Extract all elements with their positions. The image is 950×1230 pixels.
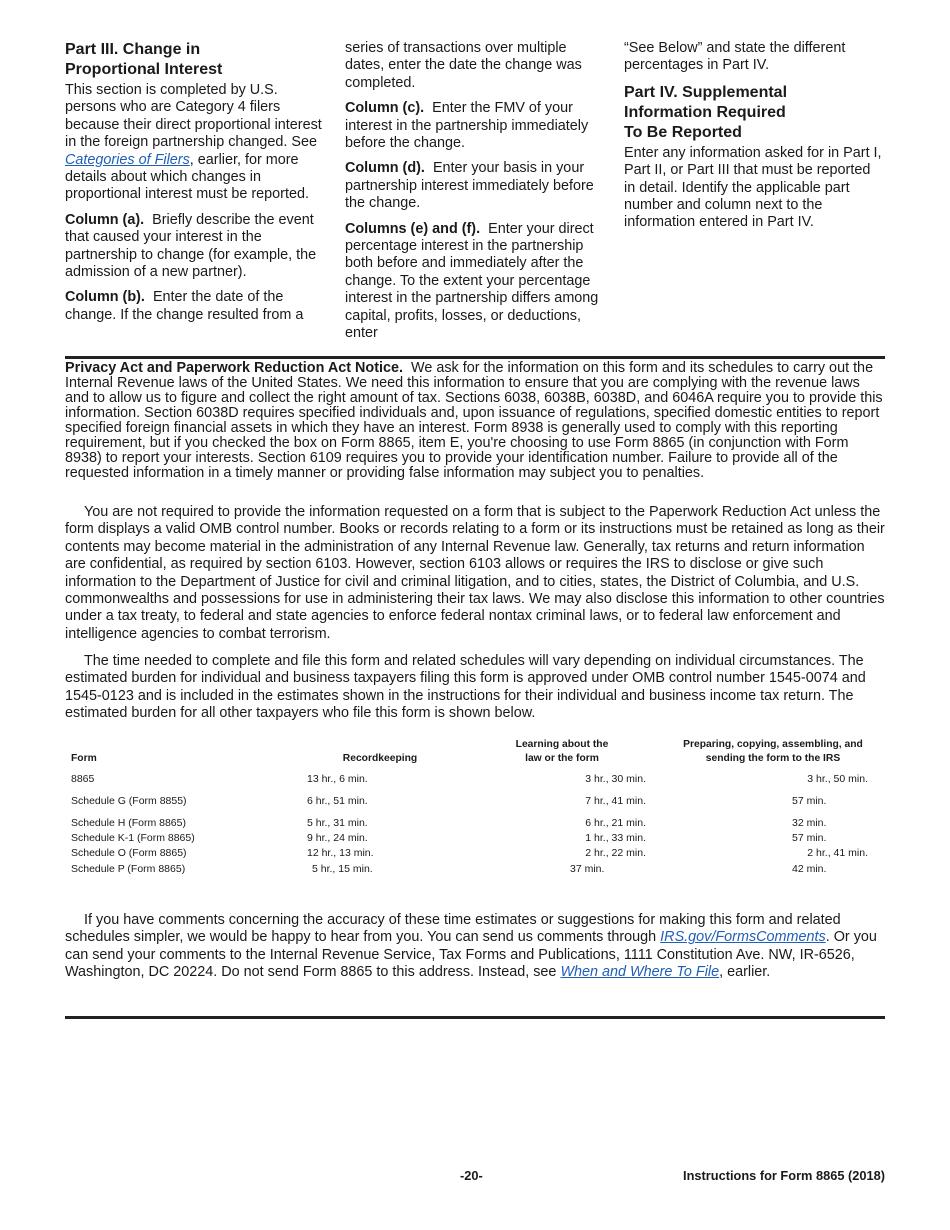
header-learning xyxy=(492,738,632,766)
part4-heading-line2: Information Required xyxy=(624,103,786,121)
part4-text: Enter any information asked for in Part I, Part II, or Part III that must be reported in detail. Identify the applicable part number and column next to the information entered in Part IV. xyxy=(624,144,882,231)
page-content xyxy=(65,40,885,350)
row-recordkeeping: 13 hr., 6 min. xyxy=(307,773,368,785)
privacy-act-notice xyxy=(65,361,885,481)
document-title: Instructions for Form 8865 (2018) xyxy=(683,1168,885,1183)
comments-paragraph xyxy=(65,912,885,982)
part3-intro-text-end: , earlier, for more details about which changes in proportional interest must be reported. xyxy=(65,151,309,203)
row-learning: 3 hr., 30 min. xyxy=(585,773,646,785)
column-b-description xyxy=(65,289,323,324)
when-where-to-file-link[interactable] xyxy=(560,964,719,980)
header-recordkeeping: Recordkeeping xyxy=(342,753,418,764)
part4-heading-line3: To Be Reported xyxy=(624,123,742,141)
omb-paragraph: You are not required to provide the information requested on a form that is subject to the Paperwork Reduction Act unless the form displays a valid OMB control number. Books or records relating to a form or its instructions must be retained as long as their contents may become material in the administration of any Internal Revenue law. Generally, tax returns and return information are confidential, as required by section 6103. However, section 6103 allows or requires the IRS to disclose or give such information to the Department of Justice for civil and criminal litigation, and to cities, states, the District of Columbia, and U.S. commonwealths and possessions for use in administering their tax laws. We may also disclose this information to other countries under a tax treaty, to federal and state agencies to enforce federal nontax criminal laws, or to federal law enforcement and intelligence agencies to combat terrorism. xyxy=(65,504,885,642)
row-preparing: 3 hr., 50 min. xyxy=(807,773,868,785)
page-number: -20- xyxy=(460,1168,483,1183)
irs-link-part2[interactable]: FormsComments xyxy=(715,929,826,946)
irs-link-part1[interactable]: IRS.gov/ xyxy=(660,929,716,946)
header-learning-line1: Learning about the xyxy=(515,739,609,750)
column-b-text: Enter the date of the change. If the change resulted from a xyxy=(65,289,304,323)
header-learning-line2: law or the form xyxy=(525,753,599,764)
row-form: Schedule K-1 (Form 8865) xyxy=(71,832,195,844)
column-a-description xyxy=(65,212,323,282)
privacy-text: We ask for the information on this form and its schedules to carry out the Internal Revenue laws of the United States. We need this information to ensure that you are complying with the revenue laws and to allow us to figure and collect the right amount of tax. Sections 6038, 6038B, 6038D, and 6046A require you to provide this information. Section 6038D requires specified individuals and, upon issuance of regulations, specified domestic entities to report specified foreign financial assets in which they have an interest. Form 8938 is generally used to comply with this reporting requirement, but if you checked the box on Form 8865, item E, you're choosing to use Form 8865 (in conjunction with Form 8938) to report your interests. Section 6109 requires you to provide your identification number. Failure to provide all of the requested information in a timely manner or providing false information may subject you to penalties. xyxy=(65,360,883,481)
part4-heading-line1: Part IV. Supplemental xyxy=(624,83,788,101)
part4-heading xyxy=(624,83,885,143)
header-preparing xyxy=(663,738,883,766)
columns-ef-label: Columns (e) and (f). xyxy=(345,220,481,237)
header-preparing-line1: Preparing, copying, assembling, and xyxy=(683,739,863,750)
part3-intro xyxy=(65,82,323,204)
categories-of-filers-link[interactable]: Categories of Filers xyxy=(65,151,190,168)
part3-intro-text: This section is completed by U.S. persons who are Category 4 filers because their direct proportional interest in the foreign partnership changed. See xyxy=(65,82,322,151)
column-1 xyxy=(65,40,323,332)
row-form: Schedule H (Form 8865) xyxy=(71,817,186,829)
row-preparing: 2 hr., 41 min. xyxy=(807,847,868,859)
column-a-label: Column (a). xyxy=(65,211,145,228)
column-d-text: Enter your basis in your partnership interest immediately before the change. xyxy=(345,160,594,212)
row-recordkeeping: 5 hr., 31 min. xyxy=(307,817,368,829)
column-3 xyxy=(624,40,885,240)
when-where-link-part2[interactable]: Where To File xyxy=(630,964,720,981)
row-recordkeeping: 6 hr., 51 min. xyxy=(307,795,368,807)
column-c-label: Column (c). xyxy=(345,100,425,117)
row-preparing: 42 min. xyxy=(792,863,827,875)
row-recordkeeping: 5 hr., 15 min. xyxy=(312,863,373,875)
when-where-link-part1[interactable]: When and xyxy=(560,964,627,981)
privacy-heading: Privacy Act and Paperwork Reduction Act Notice. xyxy=(65,360,404,376)
row-preparing: 32 min. xyxy=(792,817,827,829)
row-form: Schedule P (Form 8865) xyxy=(71,863,186,875)
column-c-description xyxy=(345,100,607,152)
column-d-label: Column (d). xyxy=(345,160,425,177)
column-b-text-continued: series of transactions over multiple dates, enter the date the change was completed. xyxy=(345,40,582,91)
column-2 xyxy=(345,40,607,351)
row-form: Schedule G (Form 8855) xyxy=(71,795,187,807)
section-divider-bottom xyxy=(65,1016,885,1019)
row-recordkeeping: 9 hr., 24 min. xyxy=(307,832,368,844)
part3-heading-line1: Part III. Change in xyxy=(65,41,201,58)
row-preparing: 57 min. xyxy=(792,832,827,844)
column-d-description xyxy=(345,160,607,212)
column-c-text: Enter the FMV of your interest in the partnership immediately before the change. xyxy=(345,100,589,152)
comments-text: If you have comments concerning the accuracy of these time estimates or suggestions for making this form and related schedules simpler, we would be happy to hear from you. You can send us comments through xyxy=(65,912,841,946)
row-form: 8865 xyxy=(71,773,95,785)
irs-forms-comments-link[interactable] xyxy=(660,929,826,945)
comments-text-end: , earlier. xyxy=(719,964,771,981)
row-learning: 2 hr., 22 min. xyxy=(585,847,646,859)
header-preparing-line2: sending the form to the IRS xyxy=(705,753,841,764)
header-form: Form xyxy=(71,753,97,764)
row-recordkeeping: 12 hr., 13 min. xyxy=(307,847,374,859)
row-preparing: 57 min. xyxy=(792,795,827,807)
row-learning: 1 hr., 33 min. xyxy=(585,832,646,844)
column-a-text: Briefly describe the event that caused your interest in the partnership to change (for example, the admission of a new partner). xyxy=(65,211,317,281)
row-learning: 7 hr., 41 min. xyxy=(585,795,646,807)
part3-heading-line2: Proportional Interest xyxy=(65,61,223,78)
columns-ef-description xyxy=(345,221,607,343)
row-learning: 37 min. xyxy=(570,863,605,875)
row-learning: 6 hr., 21 min. xyxy=(585,817,646,829)
time-estimate-paragraph: The time needed to complete and file this form and related schedules will vary depending on individual circumstances. The estimated burden for individual and business taxpayers filing this form is approved under OMB control number 1545-0074 and 1545-0123 and is included in the estimates shown in the instructions for their individual and business income tax return. The estimated burden for all other taxpayers who file this form is shown below. xyxy=(65,653,866,722)
columns-ef-text: Enter your direct percentage interest in the partnership both before and immediately after the change. To the extent your percentage interest in the partnership differs among capital, profits, losses, or deductions, enter xyxy=(345,220,599,342)
part3-heading xyxy=(65,40,323,80)
section-divider-top xyxy=(65,356,885,359)
row-form: Schedule O (Form 8865) xyxy=(71,847,187,859)
columns-ef-text-continued: “See Below” and state the different percentages in Part IV. xyxy=(624,40,846,74)
column-b-label: Column (b). xyxy=(65,289,145,306)
comments-text-middle: . Or you can send your comments to the Internal Revenue Service, Tax Forms and Publications, 1111 Constitution Ave. NW, IR-6526, Washington, DC 20224. Do not send Form 8865 to this address. Instead, see xyxy=(65,929,877,981)
three-column-section xyxy=(65,40,885,350)
